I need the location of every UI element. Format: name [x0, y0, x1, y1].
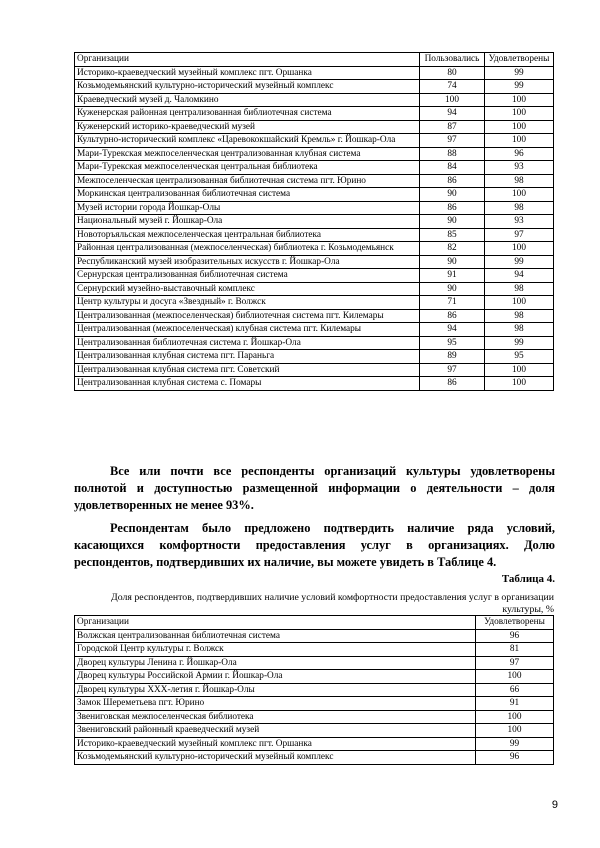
organization-cell: Замок Шереметьева пгт. Юрино — [75, 697, 476, 711]
organization-cell: Централизованная библиотечная система г. Йошкар-Ола — [75, 336, 420, 350]
value-cell: 97 — [485, 228, 554, 242]
column-header: Пользовались — [420, 53, 485, 67]
value-cell: 95 — [420, 336, 485, 350]
table-row — [75, 656, 554, 670]
comfort-paragraph: Респондентам было предложено подтвердить наличие ряда условий, касающихся комфортности предоставления услуг в организациях. Долю респондентов, подтвердивших их наличие, вы можете увидеть в Таблице 4. — [74, 521, 555, 569]
column-header: Удовлетворены — [485, 53, 554, 67]
value-cell: 91 — [476, 697, 554, 711]
table-row — [75, 242, 554, 256]
table-row — [75, 66, 554, 80]
value-cell: 100 — [476, 724, 554, 738]
satisfaction-table — [74, 52, 554, 391]
value-cell: 94 — [485, 269, 554, 283]
organization-cell: Централизованная клубная система с. Помары — [75, 377, 420, 391]
value-cell: 95 — [485, 350, 554, 364]
value-cell: 81 — [476, 643, 554, 657]
table-row — [75, 255, 554, 269]
organization-cell: Сернурская централизованная библиотечная система — [75, 269, 420, 283]
value-cell: 100 — [485, 134, 554, 148]
value-cell: 80 — [420, 66, 485, 80]
value-cell: 94 — [420, 107, 485, 121]
organization-cell: Мари-Турекская межпоселенческая центральная библиотека — [75, 161, 420, 175]
organization-cell: Дворец культуры Российской Армии г. Йошкар-Ола — [75, 670, 476, 684]
value-cell: 93 — [485, 161, 554, 175]
table-row — [75, 215, 554, 229]
table-row — [75, 161, 554, 175]
organization-cell: Культурно-исторический комплекс «Царевококшайский Кремль» г. Йошкар-Ола — [75, 134, 420, 148]
organization-cell: Централизованная (межпоселенческая) клубная система пгт. Килемары — [75, 323, 420, 337]
organization-cell: Межпоселенческая централизованная библиотечная система пгт. Юрино — [75, 174, 420, 188]
value-cell: 100 — [485, 93, 554, 107]
organization-cell: Городской Центр культуры г. Волжск — [75, 643, 476, 657]
table-header-row — [75, 53, 554, 67]
organization-cell: Республиканский музей изобразительных искусств г. Йошкар-Ола — [75, 255, 420, 269]
value-cell: 90 — [420, 255, 485, 269]
value-cell: 100 — [420, 93, 485, 107]
organization-cell: Национальный музей г. Йошкар-Ола — [75, 215, 420, 229]
table-row — [75, 683, 554, 697]
page-number: 9 — [551, 799, 558, 811]
table-row — [75, 201, 554, 215]
organization-cell: Куженерский историко-краеведческий музей — [75, 120, 420, 134]
table-row — [75, 107, 554, 121]
organization-cell: Историко-краеведческий музейный комплекс пгт. Оршанка — [75, 66, 420, 80]
table-row — [75, 134, 554, 148]
table-row — [75, 309, 554, 323]
table-row — [75, 350, 554, 364]
table-row — [75, 120, 554, 134]
table-row — [75, 93, 554, 107]
value-cell: 99 — [485, 336, 554, 350]
organization-cell: Дворец культуры XXX-летия г. Йошкар-Олы — [75, 683, 476, 697]
column-header: Удовлетворены — [476, 616, 554, 630]
value-cell: 99 — [485, 255, 554, 269]
organization-cell: Козьмодемьянский культурно-исторический музейный комплекс — [75, 80, 420, 94]
table-row — [75, 174, 554, 188]
value-cell: 97 — [420, 134, 485, 148]
value-cell: 90 — [420, 188, 485, 202]
table-row — [75, 363, 554, 377]
value-cell: 97 — [476, 656, 554, 670]
organization-cell: Историко-краеведческий музейный комплекс пгт. Оршанка — [75, 737, 476, 751]
organization-cell: Моркинская централизованная библиотечная система — [75, 188, 420, 202]
organization-cell: Волжская централизованная библиотечная система — [75, 629, 476, 643]
table-row — [75, 269, 554, 283]
table4-subtitle: Доля респондентов, подтвердивших наличие условий комфортности предоставления услуг в организации культуры, % — [111, 592, 554, 615]
organization-cell: Козьмодемьянский культурно-исторический музейный комплекс — [75, 751, 476, 765]
organization-cell: Централизованная клубная система пгт. Параньга — [75, 350, 420, 364]
table-row — [75, 282, 554, 296]
value-cell: 91 — [420, 269, 485, 283]
table-row — [75, 737, 554, 751]
value-cell: 98 — [485, 282, 554, 296]
value-cell: 86 — [420, 201, 485, 215]
value-cell: 97 — [420, 363, 485, 377]
value-cell: 98 — [485, 174, 554, 188]
value-cell: 100 — [485, 120, 554, 134]
summary-paragraph: Все или почти все респонденты организаций культуры удовлетворены полнотой и доступностью размещенной информации о деятельности – доля удовлетворенных не менее 93%. — [74, 464, 555, 512]
comfort-table-body — [75, 616, 554, 765]
value-cell: 87 — [420, 120, 485, 134]
value-cell: 82 — [420, 242, 485, 256]
value-cell: 90 — [420, 282, 485, 296]
table-row — [75, 336, 554, 350]
value-cell: 86 — [420, 309, 485, 323]
value-cell: 96 — [476, 629, 554, 643]
value-cell: 96 — [485, 147, 554, 161]
organization-cell: Новоторъяльская межпоселенческая центральная библиотека — [75, 228, 420, 242]
organization-cell: Мари-Турекская межпоселенческая централизованная клубная система — [75, 147, 420, 161]
value-cell: 74 — [420, 80, 485, 94]
table-row — [75, 296, 554, 310]
table-row — [75, 697, 554, 711]
organization-cell: Централизованная клубная система пгт. Советский — [75, 363, 420, 377]
table-row — [75, 670, 554, 684]
value-cell: 99 — [485, 80, 554, 94]
value-cell: 98 — [485, 323, 554, 337]
value-cell: 100 — [485, 107, 554, 121]
organization-cell: Сернурский музейно-выставочный комплекс — [75, 282, 420, 296]
value-cell: 99 — [476, 737, 554, 751]
value-cell: 86 — [420, 377, 485, 391]
column-header: Организации — [75, 616, 476, 630]
value-cell: 100 — [485, 363, 554, 377]
value-cell: 100 — [485, 377, 554, 391]
value-cell: 66 — [476, 683, 554, 697]
table-row — [75, 323, 554, 337]
organization-cell: Звениговская межпоселенческая библиотека — [75, 710, 476, 724]
table-header-row — [75, 616, 554, 630]
value-cell: 100 — [485, 296, 554, 310]
comfort-table — [74, 615, 554, 765]
column-header: Организации — [75, 53, 420, 67]
table-row — [75, 629, 554, 643]
table-row — [75, 724, 554, 738]
satisfaction-table-body — [75, 53, 554, 391]
value-cell: 98 — [485, 309, 554, 323]
value-cell: 85 — [420, 228, 485, 242]
value-cell: 93 — [485, 215, 554, 229]
table-row — [75, 710, 554, 724]
organization-cell: Музей истории города Йошкар-Олы — [75, 201, 420, 215]
value-cell: 90 — [420, 215, 485, 229]
table-row — [75, 147, 554, 161]
value-cell: 100 — [485, 188, 554, 202]
value-cell: 94 — [420, 323, 485, 337]
value-cell: 100 — [476, 670, 554, 684]
organization-cell: Централизованная (межпоселенческая) библиотечная система пгт. Килемары — [75, 309, 420, 323]
organization-cell: Центр культуры и досуга «Звездный» г. Волжск — [75, 296, 420, 310]
value-cell: 88 — [420, 147, 485, 161]
organization-cell: Краеведческий музей д. Чаломкино — [75, 93, 420, 107]
value-cell: 100 — [485, 242, 554, 256]
organization-cell: Звениговский районный краеведческий музей — [75, 724, 476, 738]
value-cell: 96 — [476, 751, 554, 765]
table-row — [75, 377, 554, 391]
table4-caption: Таблица 4. — [501, 573, 555, 585]
table-row — [75, 188, 554, 202]
table-row — [75, 228, 554, 242]
organization-cell: Дворец культуры Ленина г. Йошкар-Ола — [75, 656, 476, 670]
table-row — [75, 643, 554, 657]
value-cell: 100 — [476, 710, 554, 724]
value-cell: 84 — [420, 161, 485, 175]
value-cell: 86 — [420, 174, 485, 188]
value-cell: 98 — [485, 201, 554, 215]
table-row — [75, 80, 554, 94]
organization-cell: Районная централизованная (межпоселенческая) библиотека г. Козьмодемьянск — [75, 242, 420, 256]
table-row — [75, 751, 554, 765]
organization-cell: Куженерская районная централизованная библиотечная система — [75, 107, 420, 121]
value-cell: 89 — [420, 350, 485, 364]
value-cell: 71 — [420, 296, 485, 310]
value-cell: 99 — [485, 66, 554, 80]
